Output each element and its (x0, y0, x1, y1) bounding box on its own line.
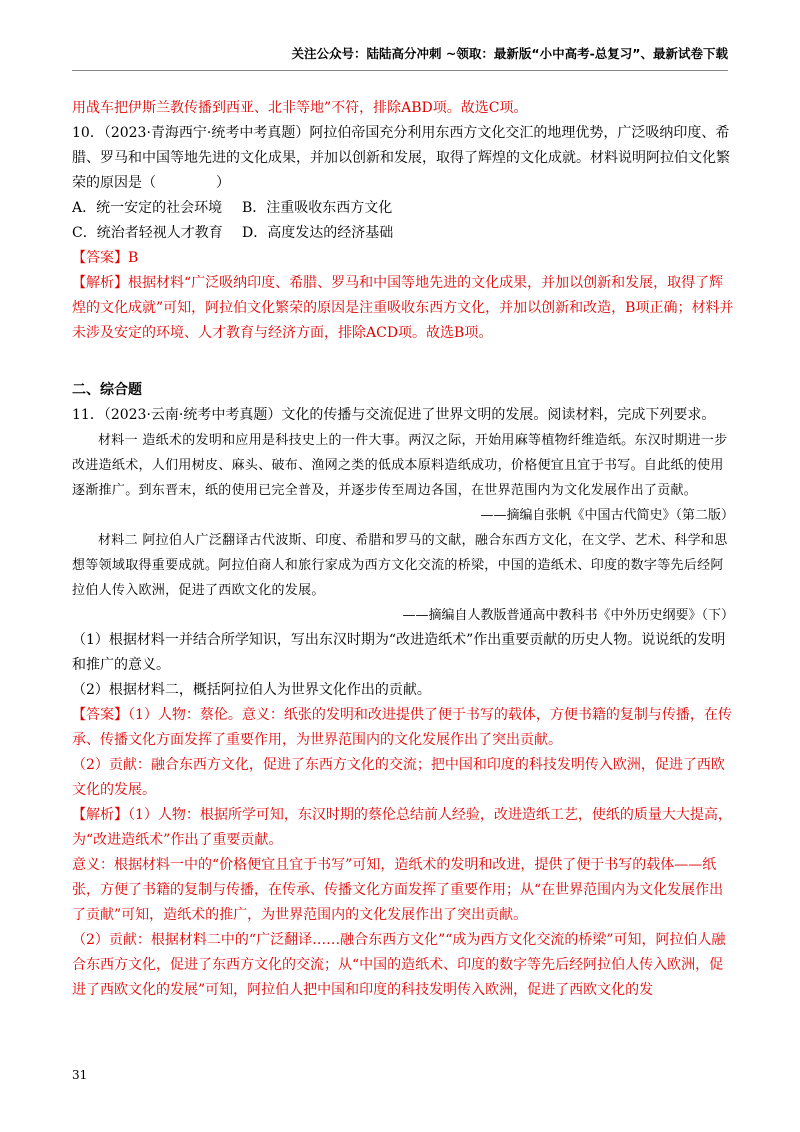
question-11-answer-1: 【答案】（1）人物：蔡伦。意义：纸张的发明和改进提供了便于书写的载体，方便书籍的复制与传播，在传承、传播文化方面发挥了重要作用，为世界范围内的文化发展作出了突出贡献。 (72, 707, 732, 748)
question-11-analysis-2: （2）贡献：根据材料二中的“广泛翻译……融合东西方文化”“成为西方文化交流的桥梁”可知，阿拉伯人融合东西方文化，促进了东西方文化的交流；从“中国的造纸术、印度的数字等先后经阿拉伯人传入欧洲，促进了西欧文化的发展”可知，阿拉伯人把中国和印度的科技发明传入欧洲，促进了西欧文化的发 (72, 932, 726, 998)
question-10-answer: 【答案】B (72, 250, 139, 266)
material-2-source: ——摘编自人教版普通高中教科书《中外历史纲要》（下） (402, 608, 734, 623)
question-11-stem: 11．（2023·云南·统考中考真题）文化的传播与交流促进了世界文明的发展。阅读材料，完成下列要求。 (72, 407, 716, 423)
page-content (72, 96, 734, 1003)
question-10-options-row-2 (72, 221, 734, 246)
option-a: A．统一安定的社会环境 (72, 200, 223, 216)
question-10-stem-end: ） (216, 175, 230, 191)
question-11-analysis-1b: 意义：根据材料一中的“价格便宜且宜于书写”可知，造纸术的发明和改进，提供了便于书写的载体——纸张，方便了书籍的复制与传播，在传承、传播文化方面发挥了重要作用；从“在世界范围内为文化发展作出了贡献”可知，造纸术的推广，为世界范围内的文化发展作出了突出贡献。 (72, 857, 724, 923)
material-2: 材料二 阿拉伯人广泛翻译古代波斯、印度、希腊和罗马的文献，融合东西方文化，在文学、艺术、科学和思想等领域取得重要成就。阿拉伯商人和旅行家成为西方文化交流的桥梁，中国的造纸术、印度的数字等先后经阿拉伯人传入欧洲，促进了西欧文化的发展。 (72, 533, 728, 598)
material-1-source: ——摘编自张帆《中国古代简史》（第二版） (480, 508, 734, 523)
question-10-analysis: 【解析】根据材料“广泛吸纳印度、希腊、罗马和中国等地先进的文化成果，并加以创新和发展，取得了辉煌的文化成就”可知，阿拉伯文化繁荣的原因是注重吸收东西方文化，并加以创新和改造，B项正确；材料并未涉及安定的环境、人才教育与经济方面，排除ACD项。故选B项。 (72, 275, 734, 341)
previous-answer-tail: 用战车把伊斯兰教传播到西亚、北非等地”不符，排除ABD项。故选C项。 (72, 100, 528, 116)
option-c: C．统治者轻视人才教育 (72, 225, 223, 241)
option-b: B．注重吸收东西方文化 (242, 200, 393, 216)
question-10-options-row-1 (72, 196, 734, 221)
question-11-analysis-1: 【解析】（1）人物：根据所学可知，东汉时期的蔡伦总结前人经验，改进造纸工艺，使纸的质量大大提高，为“改进造纸术”作出了重要贡献。 (72, 807, 732, 848)
option-d: D．高度发达的经济基础 (242, 225, 394, 241)
section-title: 二、综合题 (72, 382, 142, 398)
requirement-2: （2）根据材料二，概括阿拉伯人为世界文化作出的贡献。 (72, 682, 431, 698)
question-11-answer-2: （2）贡献：融合东西方文化，促进了东西方文化的交流；把中国和印度的科技发明传入欧洲，促进了西欧文化的发展。 (72, 757, 725, 798)
page-header: 关注公众号：陆陆高分冲刺 ~领取：最新版“小中高考-总复习”、最新试卷下载 (291, 46, 728, 61)
header-divider (72, 70, 728, 71)
page-number: 31 (72, 1068, 88, 1082)
question-10-stem-text: 10．（2023·青海西宁·统考中考真题）阿拉伯帝国充分利用东西方文化交汇的地理优势，广泛吸纳印度、希腊、罗马和中国等地先进的文化成果，并加以创新和发展，取得了辉煌的文化成就。材料说明阿拉伯文化繁荣的原因是（ (72, 125, 730, 191)
material-1: 材料一 造纸术的发明和应用是科技史上的一件大事。两汉之际，开始用麻等植物纤维造纸。东汉时期进一步改进造纸术，人们用树皮、麻头、破布、渔网之类的低成本原料造纸成功，价格便宜且宜于书写。自此纸的使用逐渐推广。到东晋末，纸的使用已完全普及，并逐步传至周边各国，在世界范围内为文化发展作出了贡献。 (72, 433, 728, 498)
question-10-stem (72, 121, 734, 196)
requirement-1: （1）根据材料一并结合所学知识，写出东汉时期为“改进造纸术”作出重要贡献的历史人物。说说纸的发明和推广的意义。 (72, 632, 726, 673)
